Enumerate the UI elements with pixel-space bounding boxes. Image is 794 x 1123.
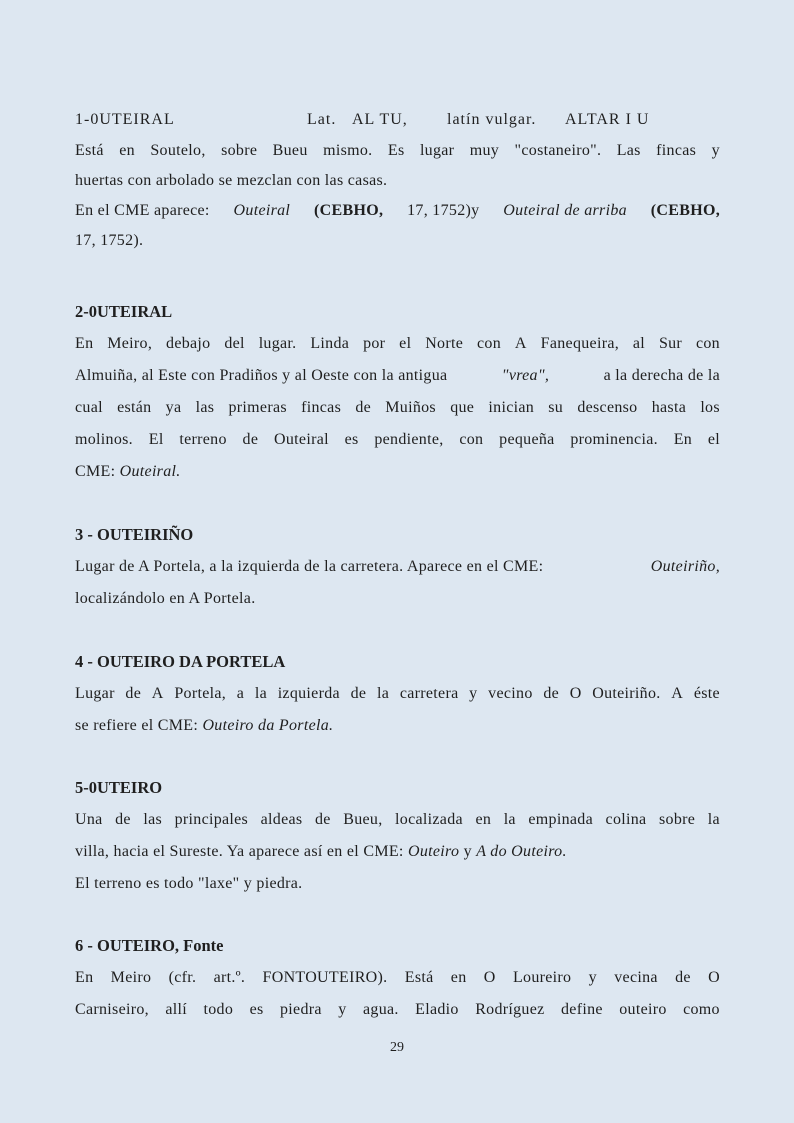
entry-3: [75, 519, 720, 615]
entry-5-line-3: El terreno es todo "laxe" y piedra.: [75, 875, 303, 892]
page-number: 29: [390, 1040, 404, 1055]
entry-1-heading: [75, 104, 720, 136]
entry-2-vrea: "vrea",: [501, 367, 550, 384]
entry-4-line-2: [75, 710, 720, 742]
entry-1-line-2: huertas con arbolado se mezclan con las casas.: [75, 172, 388, 189]
entry-1-cme-tail: 17, 1752).: [75, 232, 144, 249]
entry-5-line-2-y: y: [463, 843, 472, 860]
entry-6: [75, 930, 720, 1026]
entry-1-cme-ref-1: (CEBHO,: [314, 202, 384, 219]
entry-1: [75, 104, 720, 256]
entry-2-line-1: En Meiro, debajo del lugar. Linda por el Norte con A Fanequeira, al Sur con: [75, 335, 720, 352]
entry-4-heading: 4 - OUTEIRO DA PORTELA: [75, 652, 286, 671]
entry-5-heading: 5-0UTEIRO: [75, 778, 163, 797]
entry-2-line-3: cual están ya las primeras fincas de Muiños que inician su descenso hasta los: [75, 399, 720, 416]
entry-1-latin: latín vulgar.: [447, 111, 537, 128]
entry-5-line-2: [75, 836, 720, 868]
entry-1-cme-name-2: Outeiral de arriba: [503, 202, 627, 219]
entry-6-line-2: Carniseiro, allí todo es piedra y agua. Eladio Rodríguez define outeiro como: [75, 1001, 720, 1018]
entry-2-cme-line: [75, 456, 720, 488]
entry-2-line-2: [75, 360, 720, 392]
entry-5-cme-name-2: A do Outeiro.: [476, 843, 567, 860]
entry-3-line-2: localizándolo en A Portela.: [75, 590, 256, 607]
entry-4-line-2-text: se refiere el CME:: [75, 717, 199, 734]
entry-3-heading: 3 - OUTEIRIÑO: [75, 525, 194, 544]
entry-2-line-4: molinos. El terreno de Outeiral es pendiente, con pequeña prominencia. En el: [75, 431, 720, 448]
entry-1-cme-ref-1b: 17, 1752)y: [407, 202, 480, 219]
entry-1-altariu: ALTAR I U: [565, 111, 650, 128]
entry-3-line-1-text: Lugar de A Portela, a la izquierda de la carretera. Aparece en el CME:: [75, 558, 544, 575]
entry-1-line-1: Está en Soutelo, sobre Bueu mismo. Es lugar muy "costaneiro". Las fincas y: [75, 142, 720, 159]
entry-1-cme-ref-2: (CEBHO,: [650, 202, 720, 219]
entry-1-lat: Lat.: [307, 111, 337, 128]
entry-1-altu: AL TU,: [352, 111, 408, 128]
entry-2: [75, 296, 720, 488]
entry-2-line-2-text: Almuiña, al Este con Pradiños y al Oeste con la antigua: [75, 367, 448, 384]
entry-2-heading: 2-0UTEIRAL: [75, 302, 173, 321]
entry-1-cme-line: [75, 196, 720, 226]
entry-1-cme-name-1: Outeiral: [233, 202, 291, 219]
entry-1-title: 1-0UTEIRAL: [75, 111, 175, 128]
entry-2-cme-name: Outeiral.: [119, 463, 181, 480]
entry-3-line-1: [75, 551, 720, 583]
entry-5-line-2-text: villa, hacia el Sureste. Ya aparece así en el CME:: [75, 843, 404, 860]
entry-2-cme-prefix: CME:: [75, 463, 116, 480]
entry-3-cme-name: Outeiriño,: [650, 558, 720, 575]
entry-6-line-1: En Meiro (cfr. art.º. FONTOUTEIRO). Está en O Loureiro y vecina de O: [75, 969, 720, 986]
entry-5-line-1: Una de las principales aldeas de Bueu, localizada en la empinada colina sobre la: [75, 811, 720, 828]
entry-4: [75, 646, 720, 742]
entry-5-cme-name-1: Outeiro: [407, 843, 460, 860]
entry-4-cme-name: Outeiro da Portela.: [202, 717, 334, 734]
entry-1-cme-prefix: En el CME aparece:: [75, 202, 210, 219]
entry-4-line-1: Lugar de A Portela, a la izquierda de la carretera y vecino de O Outeiriño. A éste: [75, 685, 720, 702]
entry-6-heading: 6 - OUTEIRO, Fonte: [75, 936, 224, 955]
entry-2-line-2-tail: a la derecha de la: [603, 367, 720, 384]
entry-5: [75, 772, 720, 900]
